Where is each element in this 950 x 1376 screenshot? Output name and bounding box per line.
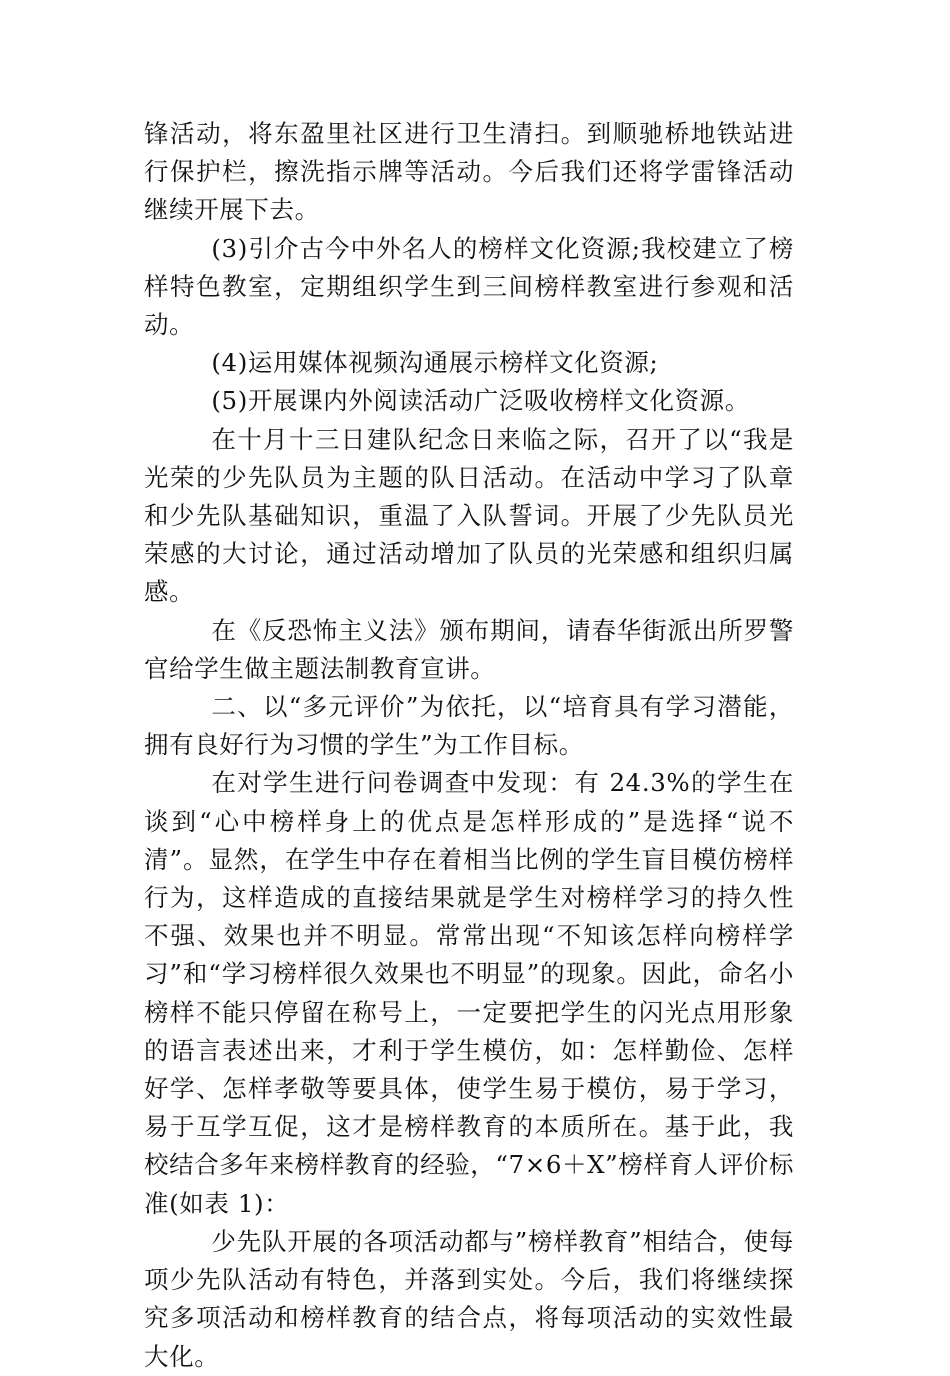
paragraph-survey: 在对学生进行问卷调查中发现：有 24.3%的学生在谈到“心中榜样身上的优点是怎样形成的”是选择“说不清”。显然，在学生中存在着相当比例的学生盲目模仿榜样行为，这样造成的直接结果就是学生对榜样学习的持久性不强、效果也并不明显。常常出现“不知该怎样向榜样学习”和“学习榜样很久效果也不明显”的现象。因此，命名小榜样不能只停留在称号上，一定要把学生的闪光点用形象的语言表述出来，才利于学生模仿，如：怎样勤俭、怎样好学、怎样孝敬等要具体，使学生易于模仿，易于学习，易于互学互促，这才是榜样教育的本质所在。基于此，我校结合多年来榜样教育的经验，“7×6＋X”榜样育人评价标准(如表 1)： [144,768,794,1218]
paragraph-continued: 锋活动，将东盈里社区进行卫生清扫。到顺驰桥地铁站进行保护栏，擦洗指示牌等活动。今后我们还将学雷锋活动继续开展下去。 [144,119,794,225]
body-text [144,115,794,1376]
paragraph-law-lecture: 在《反恐怖主义法》颁布期间，请春华街派出所罗警官给学生做主题法制教育宣讲。 [144,615,794,683]
paragraph-team-day: 在十月十三日建队纪念日来临之际，召开了以“我是光荣的少先队员为主题的队日活动。在活动中学习了队章和少先队基础知识，重温了入队誓词。开展了少先队员光荣感的大讨论，通过活动增加了队员的光荣感和组织归属感。 [144,424,794,607]
paragraph-item-5: (5)开展课内外阅读活动广泛吸收榜样文化资源。 [211,386,750,416]
paragraph-conclusion: 少先队开展的各项活动都与”榜样教育”相结合，使每项少先队活动有特色，并落到实处。今后，我们将继续探究多项活动和榜样教育的结合点，将每项活动的实效性最大化。 [144,1226,794,1371]
paragraph-item-3: (3)引介古今中外名人的榜样文化资源;我校建立了榜样特色教室，定期组织学生到三间榜样教室进行参观和活动。 [144,233,794,340]
paragraph-item-4: (4)运用媒体视频沟通展示榜样文化资源; [211,348,659,378]
section-heading-two: 二、以“多元评价”为依托，以“培育具有学习潜能，拥有良好行为习惯的学生”为工作目标。 [144,692,794,760]
